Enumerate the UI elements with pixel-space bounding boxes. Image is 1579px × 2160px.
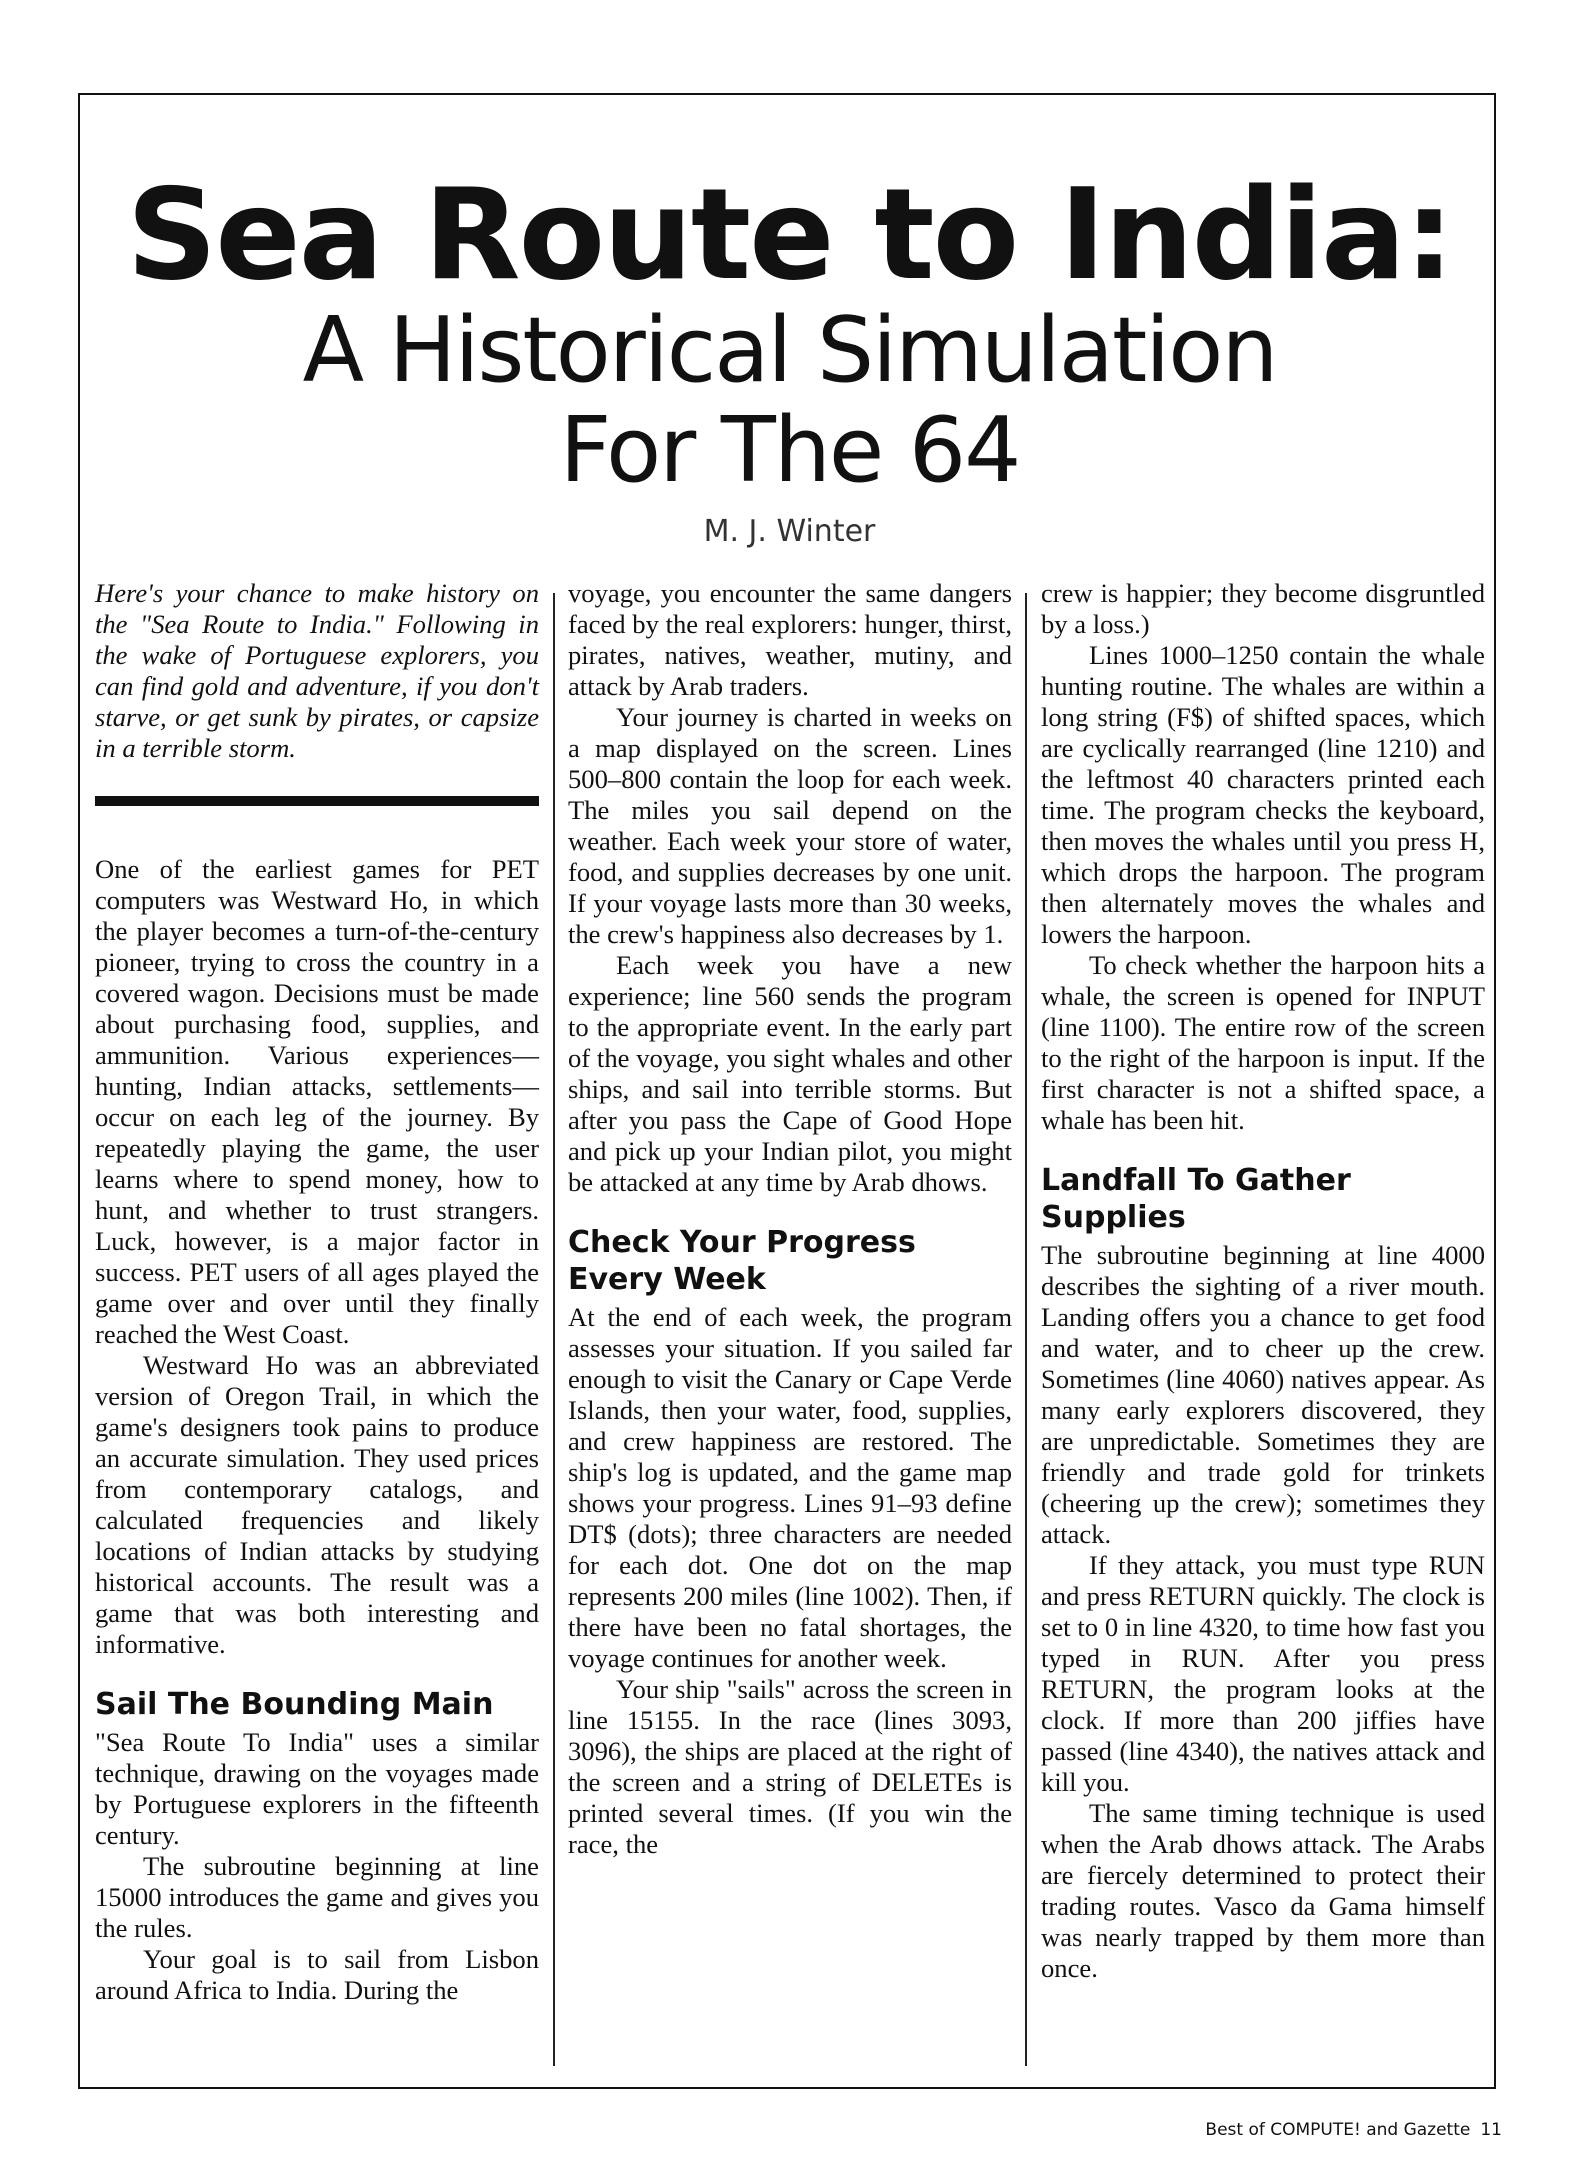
column-divider-2 (1025, 593, 1027, 2066)
body-paragraph: Your journey is charted in weeks on a map displayed on the screen. Lines 500–800 contain the loop for each week. The miles you sail depend on the weather. Each week your store of water, food, and supplies decreases by one unit. If your voyage lasts more than 30 weeks, the crew's happiness also decreases by 1. (568, 702, 1012, 949)
body-paragraph: Each week you have a new experience; line 560 sends the program to the appropriate event. In the early part of the voyage, you sight whales and other ships, and sail into terrible storms. But after you pass the Cape of Good Hope and pick up your Indian pilot, you might be attacked at any time by Arab dhows. (568, 950, 1012, 1197)
body-paragraph: If they attack, you must type RUN and press RETURN quickly. The clock is set to 0 in line 4320, to time how fast you typed in RUN. After you press RETURN, the program looks at the clock. If more than 200 jiffies have passed (line 4340), the natives attack and kill you. (1041, 1550, 1485, 1797)
publication-name: Best of COMPUTE! and Gazette (1205, 2120, 1471, 2140)
page-footer (1195, 2120, 1502, 2140)
column-divider-1 (553, 593, 555, 2066)
article-title: Sea Route to India: (126, 161, 1453, 308)
body-paragraph: Lines 1000–1250 contain the whale hunting routine. The whales are within a long string (F$) of shifted spaces, which are cyclically rearranged (line 1210) and the leftmost 40 characters printed each time. The program checks the keyboard, then moves the whales until you press H, which drops the harpoon. The program then alternately moves the whales and lowers the harpoon. (1041, 640, 1485, 949)
author-byline: M. J. Winter (703, 514, 876, 549)
column-1 (95, 578, 539, 2078)
body-paragraph: To check whether the harpoon hits a whale, the screen is opened for INPUT (line 1100). The entire row of the screen to the right of the harpoon is input. If the first character is not a shifted space, a whale has been hit. (1041, 950, 1485, 1135)
body-paragraph: Your ship "sails" across the screen in line 15155. In the race (lines 3093, 3096), the ships are placed at the right of the screen and a string of DELETEs is printed several times. (If you win the race, the (568, 1674, 1012, 1859)
body-paragraph: The subroutine beginning at line 4000 describes the sighting of a river mouth. Landing offers you a chance to get food and water, and to cheer up the crew. Sometimes (line 4060) natives appear. As many early explorers discovered, they are unpredictable. Sometimes they are friendly and trade gold for trinkets (cheering up the crew); sometimes they attack. (1041, 1240, 1485, 1549)
column-2 (568, 578, 1012, 2078)
article-subtitle-line1: A Historical Simulation (302, 298, 1277, 403)
intro-paragraph: Here's your chance to make history on the "Sea Route to India." Following in the wake of Portuguese explorers, you can find gold and adventure, if you don't starve, or get sunk by pirates, or capsize in a terrible storm. (95, 578, 539, 763)
body-paragraph: At the end of each week, the program assesses your situation. If you sailed far enough to visit the Canary or Cape Verde Islands, then your water, food, supplies, and crew happiness are restored. The ship's log is updated, and the game map shows your progress. Lines 91–93 define DT$ (dots); three characters are needed for each dot. One dot on the map represents 200 miles (line 1002). Then, if there have been no fatal shortages, the voyage continues for another week. (568, 1302, 1012, 1673)
page-number: 11 (1480, 2120, 1502, 2140)
section-heading: Check Your Progress Every Week (568, 1225, 916, 1297)
body-paragraph: The same timing technique is used when the Arab dhows attack. The Arabs are fiercely determined to protect their trading routes. Vasco da Gama himself was nearly trapped by them more than once. (1041, 1798, 1485, 1983)
body-paragraph: Westward Ho was an abbreviated version of Oregon Trail, in which the game's designers took pains to produce an accurate simulation. They used prices from contemporary catalogs, and calculated frequencies and likely locations of Indian attacks by studying historical accounts. The result was a game that was both interesting and informative. (95, 1350, 539, 1659)
section-heading: Sail The Bounding Main (95, 1687, 494, 1722)
body-paragraph: Your goal is to sail from Lisbon around Africa to India. During the (95, 1944, 539, 2005)
article-subtitle-line2: For The 64 (559, 398, 1020, 503)
body-paragraph: crew is happier; they become disgruntled by a loss.) (1041, 578, 1485, 639)
section-heading: Landfall To Gather Supplies (1041, 1163, 1351, 1235)
body-paragraph: One of the earliest games for PET computers was Westward Ho, in which the player becomes a turn-of-the-century pioneer, trying to cross the country in a covered wagon. Decisions must be made about purchasing food, supplies, and ammunition. Various experiences—hunting, Indian attacks, settlements—occur on each leg of the journey. By repeatedly playing the game, the user learns where to spend money, how to hunt, and whether to trust strangers. Luck, however, is a major factor in success. PET users of all ages played the game over and over until they finally reached the West Coast. (95, 854, 539, 1349)
intro-divider-bar (95, 796, 539, 806)
body-paragraph: voyage, you encounter the same dangers faced by the real explorers: hunger, thirst, pirates, natives, weather, mutiny, and attack by Arab traders. (568, 578, 1012, 701)
column-3 (1041, 578, 1485, 2078)
body-paragraph: "Sea Route To India" uses a similar technique, drawing on the voyages made by Portuguese explorers in the fifteenth century. (95, 1727, 539, 1850)
body-paragraph: The subroutine beginning at line 15000 introduces the game and gives you the rules. (95, 1851, 539, 1943)
